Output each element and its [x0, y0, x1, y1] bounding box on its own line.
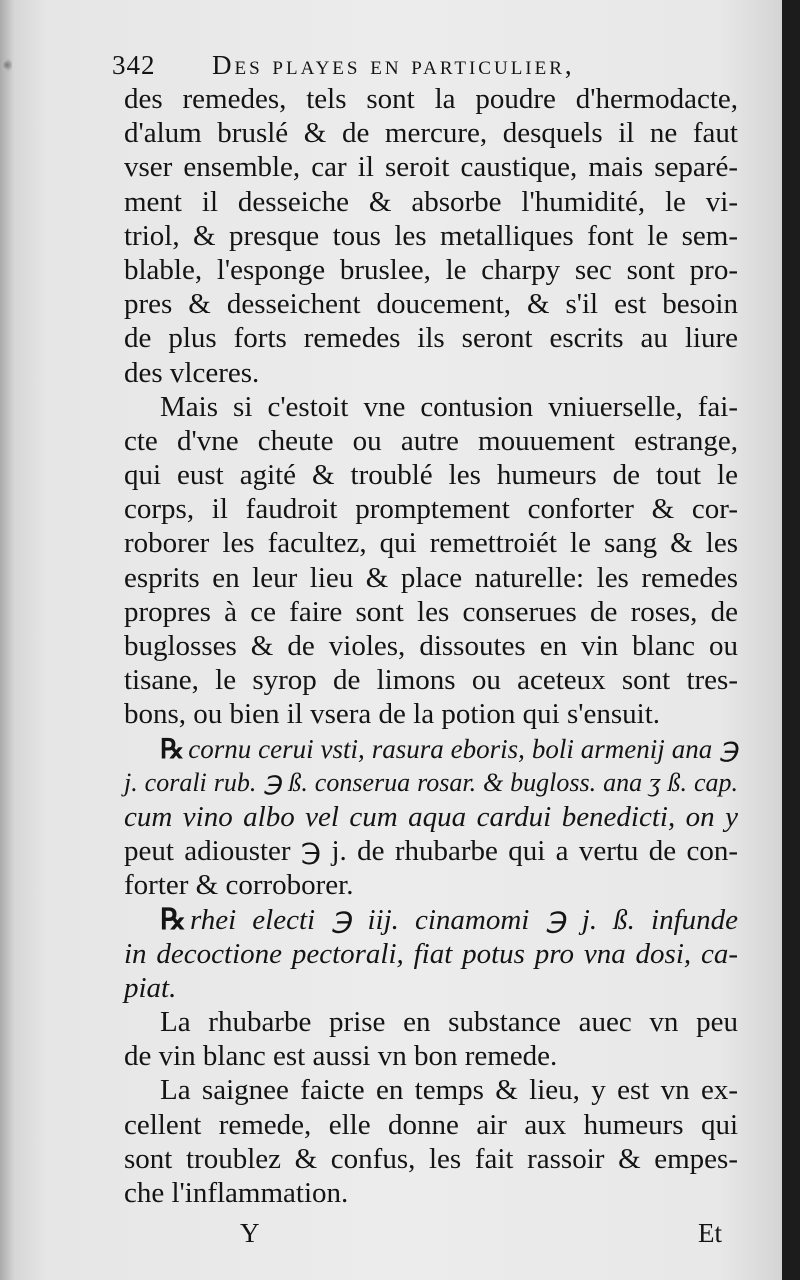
text-line: blable, l'esponge bruslee, le charpy sec sont pro- [124, 253, 738, 286]
text-line: ment il desseiche & absorbe l'humidité, le vi- [124, 185, 738, 218]
text-line: esprits en leur lieu & place naturelle: les remedes [124, 561, 738, 594]
text-line: roborer les facultez, qui remettroiét le sang & les [124, 527, 738, 560]
catchword: Et [698, 1218, 722, 1248]
text-line: vser ensemble, car il seroit caustique, mais separé- [124, 151, 738, 184]
spine-shadow [0, 0, 14, 1280]
text-line: des remedes, tels sont la poudre d'hermodacte, [124, 83, 738, 115]
text-line: in decoctione pectorali, fiat potus pro vna dosi, ca- [124, 937, 738, 970]
text-line: triol, & presque tous les metalliques font le sem- [124, 219, 738, 252]
text-line: che l'inflammation. [124, 1177, 349, 1209]
page-footer [0, 1218, 782, 1258]
text-line: La saignee faicte en temps & lieu, y est vn ex- [160, 1074, 738, 1107]
text-line: cornu cerui vsti, rasura eboris, boli armenij ana ℈ [188, 733, 738, 764]
running-title: Des playes en particulier, [212, 50, 575, 80]
text-line: peut adiouster ℈ j. de rhubarbe qui a vertu de con- [124, 835, 738, 868]
text-line: forter & corroborer. [124, 869, 354, 902]
body-text [124, 82, 738, 1210]
text-line: des vlceres. [124, 356, 260, 389]
text-line: tisane, le syrop de limons ou aceteux sont tres- [124, 664, 738, 697]
text-line: pres & desseichent doucement, & s'il est besoin [124, 288, 738, 321]
text-line: cte d'vne cheute ou autre mouuement estrange, [124, 424, 738, 457]
text-line: cellent remede, elle donne air aux humeurs qui [124, 1108, 738, 1141]
page-number: 342 [112, 50, 156, 80]
text-line: rhei electi ℈ iij. cinamomi ℈ j. ß. infunde [190, 903, 738, 936]
text-line: de vin blanc est aussi vn bon remede. [124, 1040, 558, 1073]
prescription-line [124, 903, 738, 937]
recipe-symbol: ℞ [160, 903, 186, 936]
ink-smudge [2, 58, 12, 72]
text-line: cum vino albo vel cum aqua cardui benedicti, on y [124, 800, 738, 833]
text-line: de plus forts remedes ils seront escrits au liure [124, 322, 738, 355]
prescription-line [124, 732, 738, 766]
text-line: qui eust agité & troublé les humeurs de tout le [124, 459, 738, 492]
text-line: j. corali rub. ℈ ß. conserua rosar. & bugloss. ana ʒ ß. cap. [124, 767, 738, 797]
text-line: La rhubarbe prise en substance auec vn peu [160, 1006, 738, 1039]
text-line: sont troublez & confus, les fait rassoir & empes- [124, 1142, 738, 1175]
signature-mark: Y [240, 1218, 272, 1248]
recipe-symbol: ℞ [160, 733, 185, 764]
text-line: buglosses & de violes, dissoutes en vin blanc ou [124, 630, 738, 662]
text-line: piat. [124, 971, 177, 1004]
page-edge [782, 0, 800, 1280]
text-line: d'alum bruslé & de mercure, desquels il ne faut [124, 117, 738, 150]
text-line: Mais si c'estoit vne contusion vniuerselle, fai- [160, 390, 738, 423]
text-line: bons, ou bien il vsera de la potion qui s'ensuit. [124, 698, 661, 731]
text-line: propres à ce faire sont les conserues de roses, de [124, 595, 738, 628]
text-line: corps, il faudroit promptement conforter & cor- [124, 493, 738, 526]
